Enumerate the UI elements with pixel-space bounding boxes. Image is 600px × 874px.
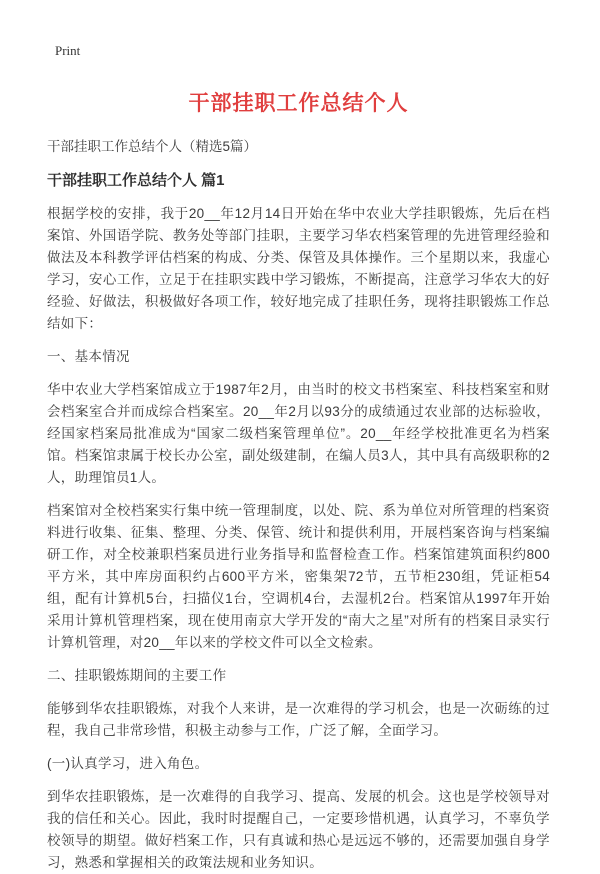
- paragraph-opportunity: 能够到华农挂职锻炼，对我个人来讲，是一次难得的学习机会，也是一次砺练的过程，我自己非常珍惜，积极主动参与工作，广泛了解，全面学习。: [47, 701, 550, 738]
- page-title: 干部挂职工作总结个人: [188, 92, 409, 115]
- subsection-heading-study: (一)认真学习，进入角色。: [47, 756, 209, 771]
- paragraph-intro: 根据学校的安排，我于20__年12月14日开始在华中农业大学挂职锻炼，先后在档案馆、外国语学院、教务处等部门挂职，主要学习华农档案管理的先进管理经验和做法及本科教学评估档案的构成、分类、保管及具体操作。三个星期以来，我虚心学习，安心工作，立足于在挂职实践中学习锻炼，不断提高，注意学习华农大的好经验、好做法，积极做好各项工作，较好地完成了挂职任务，现将挂职锻炼工作总结如下：: [47, 206, 550, 331]
- part-1-heading: 干部挂职工作总结个人 篇1: [47, 172, 225, 189]
- section-heading-main-work: 二、挂职锻炼期间的主要工作: [47, 668, 227, 683]
- paragraph-archive-management: 档案馆对全校档案实行集中统一管理制度，以处、院、系为单位对所管理的档案资料进行收集、征集、整理、分类、保管、统计和提供利用，开展档案咨询与档案编研工作，对全校兼职档案员进行业务指导和监督检查工作。档案馆建筑面积约800平方米，其中库房面积约占600平方米，密集架72节，五节柜230组，凭证柜54组，配有计算机5台，扫描仪1台，空调机4台，去湿机2台。档案馆从1997年开始采用计算机管理档案，现在使用南京大学开发的“南大之星”对所有的档案目录实行计算机管理，对20__年以来的学校文件可以全文检索。: [47, 503, 550, 650]
- document-subtitle: 干部挂职工作总结个人（精选5篇）: [47, 139, 258, 154]
- section-heading-basic-info: 一、基本情况: [47, 349, 130, 364]
- paragraph-archive-history: 华中农业大学档案馆成立于1987年2月，由当时的校文书档案室、科技档案室和财会档案室合并而成综合档案室。20__年2月以93分的成绩通过农业部的达标验收，经国家档案局批准成为“国家二级档案管理单位”。20__年经学校批准更名为档案馆。档案馆隶属于校长办公室，副处级建制，在编人员3人，其中具有高级职称的2人，助理馆员1人。: [47, 382, 550, 485]
- print-button[interactable]: Print: [55, 43, 81, 58]
- paragraph-self-study: 到华农挂职锻炼，是一次难得的自我学习、提高、发展的机会。这也是学校领导对我的信任和关心。因此，我时时提醒自己，一定要珍惜机遇，认真学习，不辜负学校领导的期望。做好档案工作，只有真诚和热心是远远不够的，还需要加强自身学习，熟悉和掌握相关的政策法规和业务知识。: [47, 789, 550, 870]
